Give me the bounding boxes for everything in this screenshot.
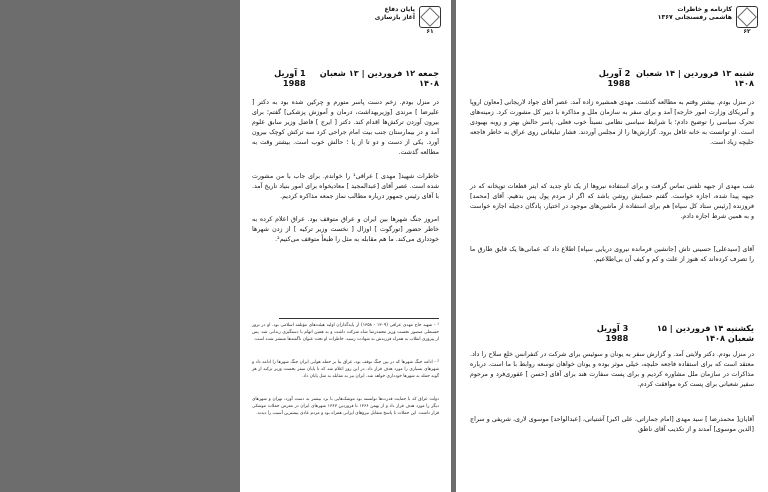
gregorian-date: 2 آوریل 1988	[598, 68, 631, 88]
footnote: دولت عراق که با حمایت قدرت‌ها توانسته بود موشک‌هایی با برد بیشتر به دست آورد، تهران و شهرهای دیگر را مورد هدف قرار داد و از بهمن ۱۳۶۶ تا فروردین ۱۳۶۷ شهرهای ایران در معرض حملات موشکی قرار داشت. این حملات با پاسخ متقابل نیروهای ایرانی همراه بود و مردم عادی بیشترین آسیب را دیدند.	[252, 397, 440, 417]
right-page-header	[657, 6, 758, 35]
page-number-badge	[736, 6, 758, 35]
entry-paragraph: امروز جنگ شهرها بین ایران و عراق متوقف بود. عراق اعلام کرده به خاطر حضور [تورگوت ] اوزال [ نخست وزیر ترکیه ] از زدن شهرها خودداری می‌کند. ما هم مقابله به مثل را طبعاً متوقف می‌کنیم².	[252, 216, 439, 243]
footnote: ² - ادامه جنگ شهرها که در بین جنگ توقف بود، عراق بنا بر حمله هوایی ایران جنگ شهرها را ادامه داد و شهرهای بسیاری را مورد هدف قرار داد. در این روز اعلام شد که تا پایان سفر نخست وزیر ترکیه از هر گونه حمله به شهرها خودداری خواهد شد. ایران نیز به مقابله به مثل پایان داد.	[252, 360, 439, 380]
page-number: ۶۱	[426, 28, 434, 35]
persian-date: یکشنبه ۱۴ فروردین | ۱۵ شعبان ۱۴۰۸	[656, 323, 754, 343]
page-number: ۶۲	[743, 28, 751, 35]
left-page	[240, 0, 451, 492]
entry-paragraph: در منزل بودم. زخم دست پاسر متورم و چرکین شده بود به دکتر [ علیرضا ] مرندی [وزیربهداشت، درمان و آموزش پزشکی] گفتم؛ برای بیرون آوردن ترکش‌ها اقدام کند. دکتر [ ایرج ] فاضل وزیر سابق علوم آمد و در بیمارستان جنب بیت امام جراحی کرد سه ترکش کوچک بیرون آورد. یکی از دست و دو تا از پا ؛ حالش خوب است. بیشتر وقت به مطالعه گذشت.	[252, 99, 439, 156]
header-subtitle: آغاز بازسازی	[374, 14, 415, 21]
running-header	[375, 6, 415, 22]
entry-paragraph: خاطرات شهید[ مهدی ] عراقی¹ را خواندم. برای جاب با من مشورت شده است. عصر آقای [عبدالمجید ] معادیخواه برای امور بنیاد تاریخ آمد. با آقای رئیس جمهور درباره مطالب نماز جمعه مذاکره کردیم.	[252, 173, 439, 200]
header-subtitle: هاشمی رفسنجانی ۱۳۶۷	[657, 14, 732, 21]
entry-date-heading	[580, 68, 754, 88]
header-title: کارنامه و خاطرات	[677, 6, 732, 13]
page-number-badge	[419, 6, 441, 35]
entry-date-heading	[252, 68, 439, 88]
entry-paragraph: در منزل بودم. بیشتر وقتم به مطالعه گذشت. مهدی همشیره زاده آمد. عصر آقای جواد لاریجانی [معاون اروپا و آمریکای وزارت امور خارجه] آمد و برای سفر به سازمان ملل و مذاکره با دبیر کل مشورت کرد. زمینه‌های تحرک سیاسی را توضیح دادم؛ با شرایط سیاسی نظامی نسبتاً خوب فعلی. پاسر حالش بهتر و روبه بهبودی است. او توانست به خانه غافل برود. گزارش‌ها را از مجلس آوردند. فشار تبلیغاتی روی عراق به خاطر فاجعه حلبچه زیاد است.	[470, 99, 754, 146]
entry-paragraph: آقای [سیدعلی] حسینی تاش [جانشین فرمانده نیروی دریایی سپاه] اطلاع داد که عمانی‌ها یک قایق طارق ما را تصرف کرده‌اند که هنوز از علت و کم و کیف آن بی‌اطلاعیم.	[470, 246, 754, 263]
header-title: پایان دفاع	[384, 6, 415, 13]
gregorian-date: 3 آوریل 1988	[596, 323, 629, 343]
gregorian-date: 1 آوریل 1988	[274, 68, 306, 88]
entry-paragraph: آقایان[ محمدرضا ] سید مهدی [امام جماراتی، علی اکبر] آشتیانی، [عبدالواحد] موسوی لاری، شریفی و سراج [الدین موسوی] آمدند و از تکذیب آقای ناطق	[470, 416, 754, 433]
right-page	[456, 0, 768, 492]
entry-paragraph: شب مهدی از جبهه تلفنی تماس گرفت و برای استفاده نیروها از یک ناو جدید که ایتر قطعات توپخانه که در جبهه پیدا شده، اجازه خواست. گفتم حسابش روشن باشد که اگر از مردم پول پس بدهیم. آقای [محمد] فروزنده [رئیس ستاد کل سپاه] هم برای استفاده از ماشین‌های موجود در اختیار، پادگان دجیله اجازه خواست و به همین شرط اجازه دادم.	[470, 183, 754, 220]
footnote: ¹ - شهید حاج مهدی عراقی (۱۳۰۹ - ۱۳۵۸) از پایه‌گذاران اولیه هیئت‌های مؤتلفه اسلامی بود. او در ترور حسنعلی منصور نخست وزیر محمدرضا شاه شرکت داشت و به همین اتهام با دستگیری زندانی شد. پس از پیروزی انقلاب به همراه فرزندش به شهادت رسید. خاطرات او تحت عنوان ناگفته‌ها منتشر شده است.	[252, 323, 439, 343]
persian-date: شنبه ۱۳ فروردین | ۱۴ شعبان ۱۴۰۸	[636, 68, 754, 88]
running-header	[658, 6, 732, 22]
entry-paragraph: در منزل بودم. دکتر ولایتی آمد. و گزارش سفر به یونان و سوئیس برای شرکت در کنفرانس خلع سلاح را داد. معتقد است که برای استفاده فاجعه حلبچه، خیلی موثر بوده و یونان خواهان توسعه روابط با ما است. درباره مذاکرات در سازمان ملل مشاوره کردیم و برای پست سفارت هند برای آقای [حسن ] غفوری‌فرد و مرحوم سفیر شعبانی برای پست کره موافقت کردم.	[470, 351, 754, 388]
left-page-header	[374, 6, 441, 35]
persian-date: جمعه ۱۲ فروردین | ۱۳ شعبان ۱۴۰۸	[319, 68, 439, 88]
footnote-divider	[279, 318, 439, 319]
entry-date-heading	[580, 323, 754, 343]
